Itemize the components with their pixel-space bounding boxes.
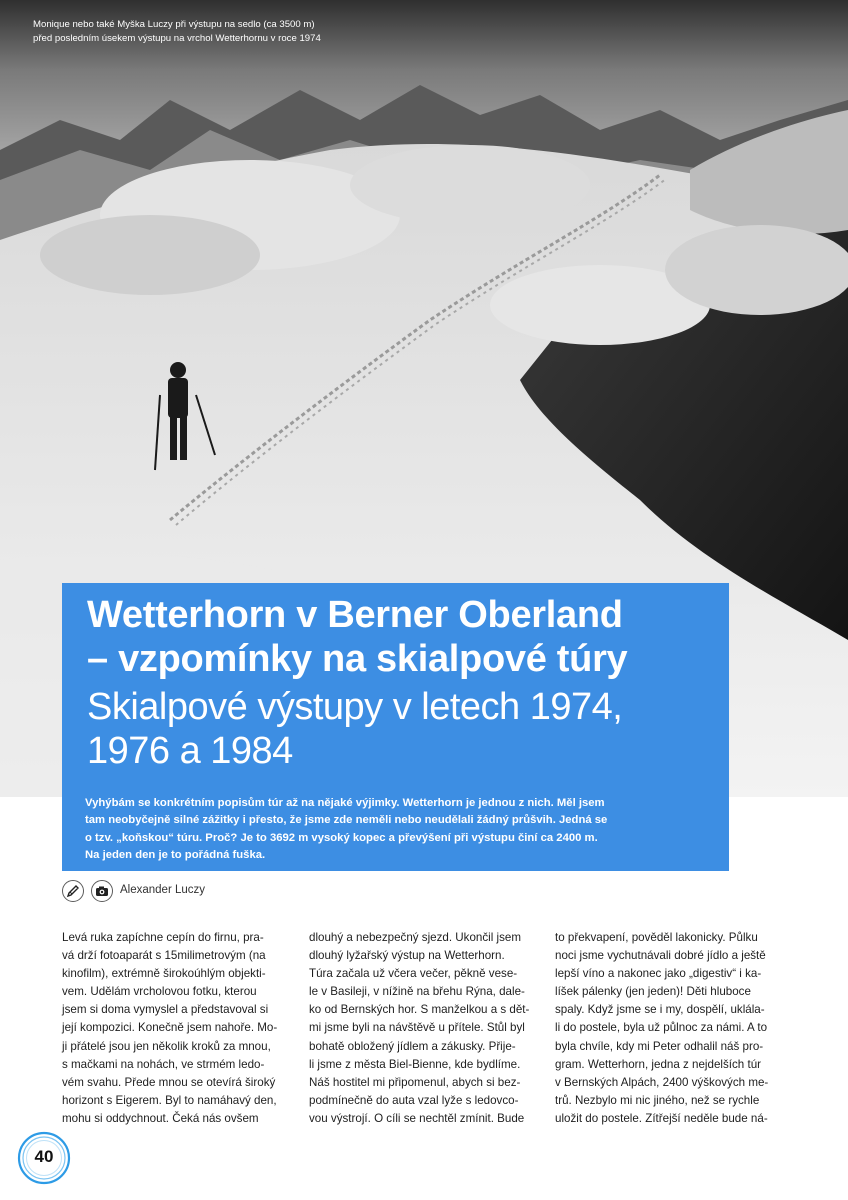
body-line: Túra začala už včera večer, pěkně vese- xyxy=(309,967,518,981)
body-line: Levá ruka zapíchne cepín do firnu, pra- xyxy=(62,931,264,944)
title-line: – vzpomínky na skialpové túry xyxy=(87,638,628,680)
body-line: kinofilm), extrémně širokoúhlým objekti- xyxy=(62,967,266,981)
body-line: li do postele, byla už půlnoc za námi. A to xyxy=(555,1021,768,1035)
body-line: byla chvíle, kdy mi Peter odhalil náš pro- xyxy=(555,1039,764,1053)
lead-box xyxy=(62,787,729,871)
article-title xyxy=(87,593,727,681)
lead-line: Vyhýbám se konkrétním popisům túr až na nějaké výjimky. Wetterhorn je jednou z nich. Měl jsem xyxy=(85,797,605,809)
body-line: v Bernských Alpách, 2400 výškových me- xyxy=(555,1075,769,1089)
body-line: gram. Wetterhorn, jedna z nejdelších túr xyxy=(555,1057,761,1071)
body-line: horizont s Eigerem. Byl to namáhavý den, xyxy=(62,1093,277,1107)
lead-paragraph xyxy=(85,795,715,865)
body-line: uložit do postele. Zítřejší neděle bude ná- xyxy=(555,1111,768,1125)
body-line: líšek pálenky (jen jeden)! Děti hluboce xyxy=(555,985,751,999)
photo-caption xyxy=(33,18,453,46)
page-number xyxy=(16,1130,72,1186)
caption-line: Monique nebo také Myška Luczy při výstupu na sedlo (ca 3500 m) xyxy=(33,19,315,30)
body-line: vá drží fotoaparát s 15milimetrovým (na xyxy=(62,949,266,963)
lead-line: o tzv. „koňskou“ túru. Proč? Je to 3692 m vysoký kopec a převýšení při výstupu činí ca 2400 m. xyxy=(85,831,598,844)
title-line: Wetterhorn v Berner Oberland xyxy=(87,594,623,636)
body-line: trů. Nezbylo mi nic jiného, než se rychle xyxy=(555,1093,760,1107)
body-line: její kompozici. Konečně jsem nahoře. Mo- xyxy=(62,1021,278,1035)
body-line: vém svahu. Přede mnou se otevírá široký xyxy=(62,1075,276,1089)
author-byline xyxy=(62,880,362,904)
subtitle-line: 1976 a 1984 xyxy=(87,730,293,772)
body-line: li jsme z města Biel-Bienne, kde bydlíme. xyxy=(309,1057,521,1071)
body-line: ko od Bernských hor. S manželkou a s dět- xyxy=(309,1003,530,1017)
lead-line: Na jeden den je to pořádná fuška. xyxy=(85,849,266,862)
body-column-3 xyxy=(555,929,777,1128)
subtitle-line: Skialpové výstupy v letech 1974, xyxy=(87,686,623,728)
body-line: jsem si doma vymyslel a představoval si xyxy=(62,1003,269,1017)
camera-icon xyxy=(91,880,113,902)
body-line: to překvapení, pověděl lakonicky. Půlku xyxy=(555,931,758,944)
caption-line: před posledním úsekem výstupu na vrchol Wetterhornu v roce 1974 xyxy=(33,33,321,44)
article-subtitle xyxy=(87,685,727,773)
body-line: mi jsme byli na návštěvě u přítele. Stůl byl xyxy=(309,1021,525,1035)
body-line: dlouhý lyžařský výstup na Wetterhorn. xyxy=(309,949,505,963)
body-line: le v Basileji, v nížině na břehu Rýna, dale- xyxy=(309,985,525,999)
body-column-1 xyxy=(62,929,284,1128)
body-column-2 xyxy=(309,929,531,1128)
body-line: vem. Udělám vrcholovou fotku, kterou xyxy=(62,985,257,999)
body-line: s mačkami na nohách, ve strmém ledo- xyxy=(62,1057,265,1071)
body-line: mohu si oddychnout. Čeká nás ovšem xyxy=(62,1111,259,1125)
body-line: noci jsme vychutnávali dobré jídlo a ještě xyxy=(555,949,766,963)
body-line: spaly. Když jsme se i my, dospělí, uklála- xyxy=(555,1003,765,1017)
page-number-label: 40 xyxy=(34,1147,54,1166)
body-line: bohatě obložený jídlem a zákusky. Přije- xyxy=(309,1039,516,1053)
lead-line: tam neobyčejně silné zážitky i přesto, že jsme zde neměli nebo neudělali žádný průšvih. Jedná se xyxy=(85,814,608,827)
body-line: dlouhý a nebezpečný sjezd. Ukončil jsem xyxy=(309,931,522,944)
body-line: vou výstrojí. O cíli se nechtěl zmínit. Bude xyxy=(309,1111,525,1125)
body-line: lepší víno a nakonec jako „digestiv“ i ka- xyxy=(555,967,762,981)
author-name: Alexander Luczy xyxy=(120,884,206,896)
body-line: Náš hostitel mi připomenul, abych si bez- xyxy=(309,1075,521,1089)
pencil-icon xyxy=(62,880,84,902)
title-box xyxy=(62,583,729,795)
body-line: ji přátelé jsou jen několik kroků za mnou, xyxy=(62,1039,271,1053)
body-line: podmínečně do auta vzal lyže s ledovco- xyxy=(309,1093,519,1107)
